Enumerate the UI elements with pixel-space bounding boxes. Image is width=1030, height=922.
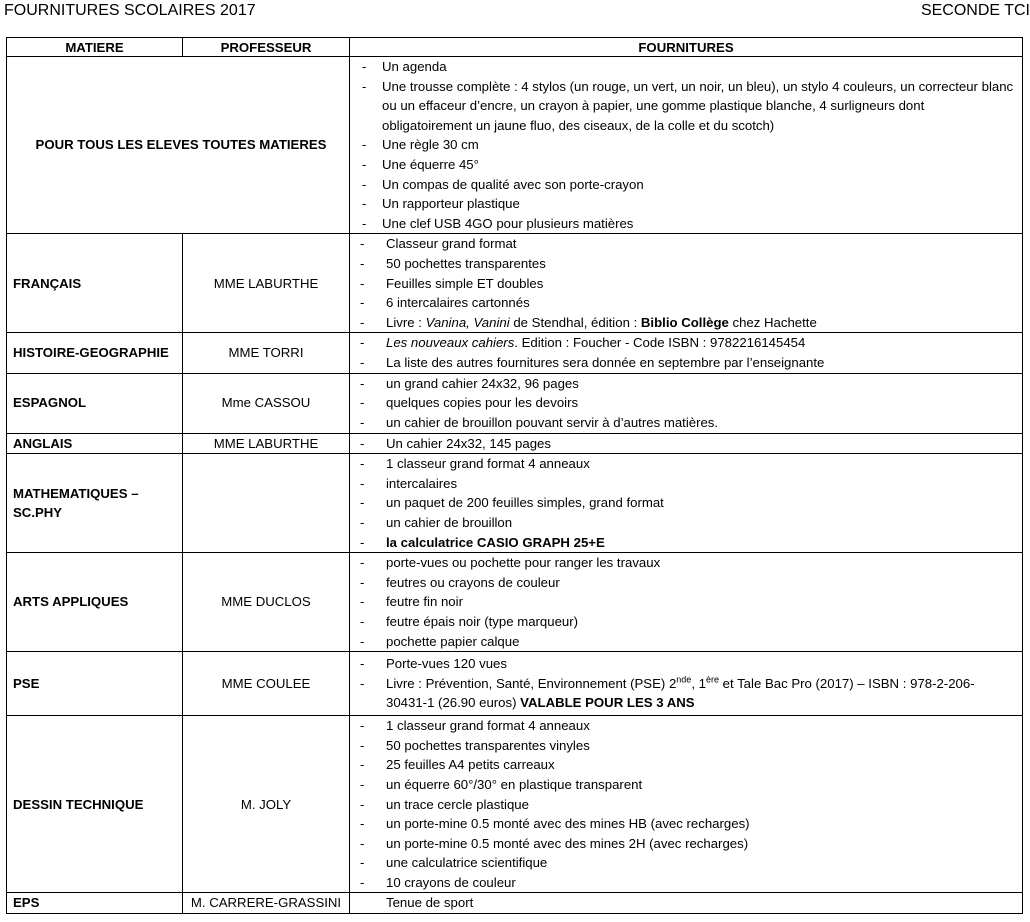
subject-line: MATHEMATIQUES – [13, 485, 139, 501]
subject-cell: HISTOIRE-GEOGRAPHIE [7, 333, 183, 373]
subject-cell: POUR TOUS LES ELEVES TOUTES MATIERES [7, 57, 350, 234]
supplies-cell [350, 333, 1023, 373]
list-item: - 1 classeur grand format 4 anneaux [350, 454, 1022, 474]
supplies-cell [350, 893, 1023, 914]
table-row-maths [7, 454, 1023, 553]
list-item: - Un rapporteur plastique [350, 194, 1022, 214]
teacher-cell: M. CARRERE-GRASSINI [183, 893, 350, 914]
class-label: SECONDE TCI [920, 2, 1030, 19]
table-header-row [7, 38, 1023, 57]
list-item: - un trace cercle plastique [350, 795, 1022, 815]
teacher-cell: Mme CASSOU [183, 373, 350, 433]
supplies-cell [350, 57, 1023, 234]
list-item: - pochette papier calque [350, 632, 1022, 652]
teacher-cell: M. JOLY [183, 716, 350, 893]
book-publisher: chez Hachette [728, 314, 817, 330]
list-item: - un cahier de brouillon pouvant servir à d’autres matières. [350, 413, 1022, 433]
supplies-cell [350, 553, 1023, 652]
list-item: Tenue de sport [386, 895, 474, 911]
list-item: - Feuilles simple ET doubles [350, 274, 1022, 294]
book-sup: ère [705, 674, 719, 685]
list-item: - un porte-mine 0.5 monté avec des mines HB (avec recharges) [350, 814, 1022, 834]
subject-line: SC.PHY [13, 505, 63, 521]
table-row-arts [7, 553, 1023, 652]
subject-cell: ARTS APPLIQUES [7, 553, 183, 652]
table-row-histoire [7, 333, 1023, 373]
subject-cell: ESPAGNOL [7, 373, 183, 433]
teacher-cell: MME DUCLOS [183, 553, 350, 652]
list-item: - Une trousse complète : 4 stylos (un rouge, un vert, un noir, un bleu), un stylo 4 couleurs, un correcteur blanc ou un effaceur d’encre, un crayon à papier, une gomme plastique blanche, 4 surligneurs dont obligatoirement un jaune fluo, des ciseaux, de la colle et du scotch) [350, 77, 1022, 136]
list-item: - Un cahier 24x32, 145 pages [350, 434, 1022, 454]
table-row-pse [7, 652, 1023, 716]
supplies-cell [350, 373, 1023, 433]
list-item: - Classeur grand format [350, 234, 1022, 254]
book-title: Vanina, Vanini [425, 314, 510, 330]
supplies-list [350, 434, 1022, 454]
book-edition: Biblio Collège [640, 314, 729, 330]
supplies-cell [350, 234, 1023, 333]
subject-cell: FRANÇAIS [7, 234, 183, 333]
list-item: - Un compas de qualité avec son porte-crayon [350, 175, 1022, 195]
book-details: . Edition : Foucher - Code ISBN : 9782216145454 [514, 335, 806, 351]
supplies-list [350, 716, 1022, 892]
list-item: - Une équerre 45° [350, 155, 1022, 175]
subject-cell: PSE [7, 652, 183, 716]
book-author: de Stendhal, édition : [509, 314, 641, 330]
table-row-francais [7, 234, 1023, 333]
supplies-list [350, 454, 1022, 552]
table-row-eps [7, 893, 1023, 914]
supplies-table [6, 37, 1023, 914]
list-item: - Une règle 30 cm [350, 135, 1022, 155]
list-item: - une calculatrice scientifique [350, 853, 1022, 873]
supplies-cell [350, 652, 1023, 716]
list-item: - 25 feuilles A4 petits carreaux [350, 755, 1022, 775]
calculator-item: la calculatrice CASIO GRAPH 25+E [386, 534, 605, 550]
list-item: - porte-vues ou pochette pour ranger les travaux [350, 553, 1022, 573]
list-item [350, 313, 1022, 333]
list-item: - feutres ou crayons de couleur [350, 573, 1022, 593]
supplies-list [350, 893, 1022, 913]
supplies-cell [350, 454, 1023, 553]
list-item: - un cahier de brouillon [350, 513, 1022, 533]
list-item: - un équerre 60°/30° en plastique transparent [350, 775, 1022, 795]
column-header-fournitures: FOURNITURES [350, 38, 1023, 57]
list-item: - 50 pochettes transparentes vinyles [350, 736, 1022, 756]
list-item: - un grand cahier 24x32, 96 pages [350, 374, 1022, 394]
supplies-list [350, 374, 1022, 433]
table-row-dessin [7, 716, 1023, 893]
supplies-list [350, 553, 1022, 651]
supplies-cell [350, 716, 1023, 893]
list-item: - 6 intercalaires cartonnés [350, 293, 1022, 313]
book-text: Livre : Prévention, Santé, Environnement (PSE) 2 [386, 675, 677, 691]
book-text: , 1 [691, 675, 706, 691]
book-sup: nde [676, 674, 692, 685]
list-item [350, 533, 1022, 553]
supplies-list [350, 234, 1022, 332]
teacher-cell [183, 454, 350, 553]
book-text: et Tale Bac Pro (2017) – ISBN : 978-2-206-30431-1 (26.90 euros) [386, 675, 975, 711]
book-title: Les nouveaux cahiers [386, 335, 515, 351]
subject-cell [7, 454, 183, 553]
subject-cell: DESSIN TECHNIQUE [7, 716, 183, 893]
list-item: - 50 pochettes transparentes [350, 254, 1022, 274]
supplies-list [350, 57, 1022, 233]
list-item: - feutre fin noir [350, 592, 1022, 612]
table-row-espagnol [7, 373, 1023, 433]
list-item [350, 674, 1022, 713]
supplies-list [350, 654, 1022, 713]
list-item: - feutre épais noir (type marqueur) [350, 612, 1022, 632]
column-header-matiere: MATIERE [7, 38, 183, 57]
list-item: - un porte-mine 0.5 monté avec des mines 2H (avec recharges) [350, 834, 1022, 854]
list-item: - quelques copies pour les devoirs [350, 393, 1022, 413]
list-item: - intercalaires [350, 474, 1022, 494]
list-item: - La liste des autres fournitures sera donnée en septembre par l’enseignante [350, 353, 1022, 373]
subject-cell: EPS [7, 893, 183, 914]
column-header-professeur: PROFESSEUR [183, 38, 350, 57]
supplies-list [350, 333, 1022, 372]
teacher-cell: MME TORRI [183, 333, 350, 373]
teacher-cell: MME LABURTHE [183, 234, 350, 333]
teacher-cell: MME COULEE [183, 652, 350, 716]
list-item [350, 333, 1022, 353]
list-item: - Porte-vues 120 vues [350, 654, 1022, 674]
validity-note: VALABLE POUR LES 3 ANS [520, 695, 695, 711]
list-item: - Un agenda [350, 57, 1022, 77]
document-title: FOURNITURES SCOLAIRES 2017 [4, 2, 256, 19]
teacher-cell: MME LABURTHE [183, 433, 350, 454]
subject-cell: ANGLAIS [7, 433, 183, 454]
list-item: - un paquet de 200 feuilles simples, grand format [350, 493, 1022, 513]
table-row-anglais [7, 433, 1023, 454]
list-item: - Une clef USB 4GO pour plusieurs matières [350, 214, 1022, 234]
list-item: - 10 crayons de couleur [350, 873, 1022, 893]
book-prefix: Livre : [386, 314, 426, 330]
supplies-cell [350, 433, 1023, 454]
table-row-tous [7, 57, 1023, 234]
list-item: - 1 classeur grand format 4 anneaux [350, 716, 1022, 736]
